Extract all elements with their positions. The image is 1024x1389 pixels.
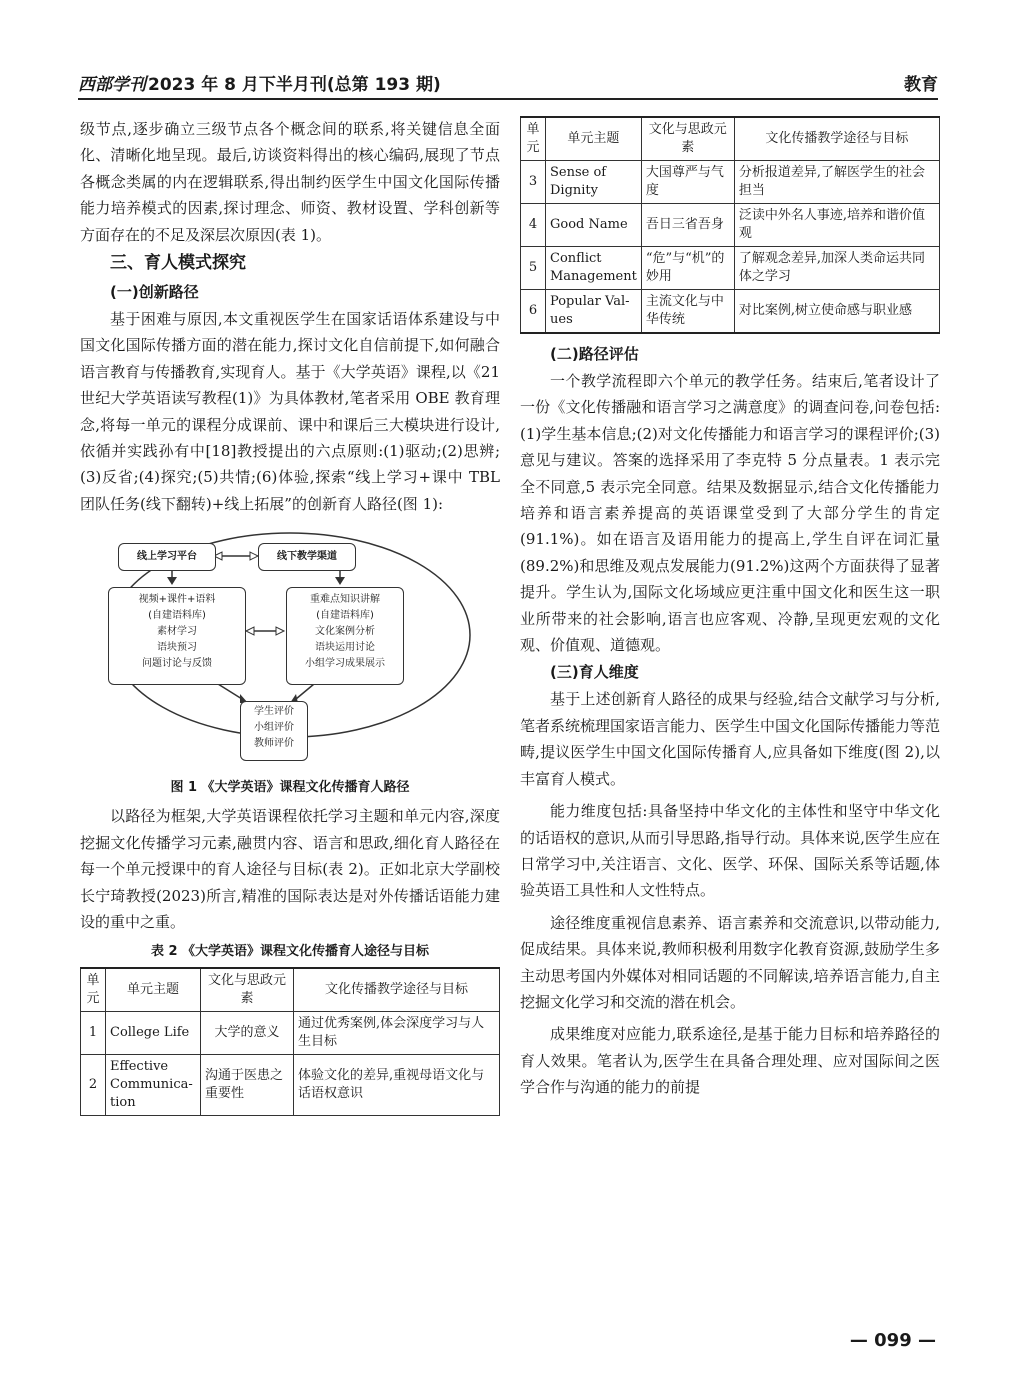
online-item: (自建语料库) — [148, 610, 206, 622]
online-platform-label: 线上学习平台 — [137, 551, 197, 563]
table-row — [521, 204, 940, 247]
right-column — [520, 116, 940, 1101]
table-cell: 大国尊严与气度 — [641, 161, 734, 204]
table-cell: 5 — [521, 247, 546, 290]
table-cell: Good Name — [546, 204, 642, 247]
offline-item: 重难点知识讲解 — [310, 594, 380, 606]
table-cell: Effective Communica-tion — [106, 1055, 201, 1116]
online-item: 问题讨论与反馈 — [142, 658, 212, 670]
offline-channel-box — [258, 543, 356, 571]
table-cell: 1 — [81, 1012, 106, 1055]
table-2-part-2 — [520, 116, 940, 334]
online-platform-box — [118, 543, 216, 571]
subsection-heading: (一)创新路径 — [110, 283, 199, 302]
table-cell: 分析报道差异,了解医学生的社会担当 — [734, 161, 939, 204]
page-number: — 099 — — [849, 1330, 936, 1351]
header-cell: 文化与思政元素 — [201, 968, 294, 1012]
paragraph: 基于困难与原因,本文重视医学生在国家话语体系建设与中国文化国际传播方面的潜在能力,探讨文化自信前提下,如何融合语言教育与传播教育,实现育人。基于《大学英语》课程,以《21 世纪大学英语读写教程(1)》为具体教材,笔者采用 OBE 教育理念,将每一单元的课程分成课前、课中和课后三大模块进行设计,依循并实践孙有中[18]教授提出的六点原则:(1)驱动;(2)思辨;(3)反省;(4)探究;(5)共情;(6)体验,探索“线上学习+课中 TBL 团队任务(线下翻转)+线上拓展”的创新育人路径(图 1): — [80, 310, 500, 513]
paragraph: 级节点,逐步确立三级节点各个概念间的联系,将关键信息全面化、清晰化地呈现。最后,访谈资料得出的核心编码,展现了节点各概念类属的内在逻辑联系,得出制约医学生中国文化国际传播能力培养模式的因素,探讨理念、师资、教材设置、学科创新等方面存在的不足及深层次原因(表 1)。 — [80, 120, 500, 244]
evaluation-item: 教师评价 — [254, 738, 294, 750]
offline-item: (自建语料库) — [316, 610, 374, 622]
table-cell: 6 — [521, 290, 546, 334]
table-cell: 了解观念差异,加深人类命运共同体之学习 — [734, 247, 939, 290]
figure-caption: 图 1 《大学英语》课程文化传播育人路径 — [170, 780, 410, 796]
paragraph: 一个教学流程即六个单元的教学任务。结束后,笔者设计了一份《文化传播融和语言学习之满意度》的调查问卷,问卷包括:(1)学生基本信息;(2)对文化传播能力和语言学习的课程评价;(3)意见与建议。答案的选择采用了李克特 5 分点量表。1 表示完全不同意,5 表示完全同意。结果及数据显示,结合文化传播能力培养和语言素养提高的英语课堂受到了大部分学生的肯定(91.1%)。如在语言及语用能力的提高上,学生自评在词汇量(89.2%)和思维及观点发展能力(91.2%)这两个方面获得了显著提升。学生认为,国际文化场域应更注重中国文化和医生这一职业所带来的社会影响,语言也应客观、冷静,呈现更宏观的文化观、价值观、道德观。 — [520, 372, 940, 655]
table-cell: 吾日三省吾身 — [641, 204, 734, 247]
paragraph: 能力维度包括:具备坚持中华文化的主体性和坚守中华文化的话语权的意识,从而引导思路,指导行动。具体来说,医学生应在日常学习中,关注语言、文化、医学、环保、国际关系等话题,体验英语工具性和人文性特点。 — [520, 802, 940, 900]
offline-item: 小组学习成果展示 — [305, 658, 385, 670]
left-column — [80, 116, 500, 1116]
subsection-heading: (三)育人维度 — [550, 663, 639, 682]
online-item: 语块预习 — [157, 642, 197, 654]
table-cell: Popular Val-ues — [546, 290, 642, 334]
table-cell: “危”与“机”的妙用 — [641, 247, 734, 290]
table-2-part-1 — [80, 967, 500, 1116]
header-cell: 单元 — [521, 117, 546, 161]
table-row — [81, 1055, 500, 1116]
table-cell: Sense of Dignity — [546, 161, 642, 204]
section-label: 教育 — [904, 75, 938, 95]
table-header-row — [521, 117, 940, 161]
table-cell: 泛读中外名人事迹,培养和谐价值观 — [734, 204, 939, 247]
table-row — [521, 161, 940, 204]
header-cell: 单元主题 — [546, 117, 642, 161]
evaluation-item: 小组评价 — [254, 722, 294, 734]
paragraph: 途径维度重视信息素养、语言素养和交流意识,以带动能力,促成结果。具体来说,教师积极利用数字化教育资源,鼓励学生多主动思考国内外媒体对相同话题的不同解读,培养语言能力,自主挖掘文化学习和交流的潜在机会。 — [520, 913, 940, 1011]
header-cell: 文化传播教学途径与目标 — [294, 968, 500, 1012]
offline-item: 语块运用讨论 — [315, 642, 375, 654]
table-row — [521, 247, 940, 290]
journal-logo: 西部学刊 — [78, 75, 146, 95]
header-cell: 文化传播教学途径与目标 — [734, 117, 939, 161]
table-header-row — [81, 968, 500, 1012]
header-cell: 单元主题 — [106, 968, 201, 1012]
table-row — [81, 1012, 500, 1055]
paragraph: 以路径为框架,大学英语课程依托学习主题和单元内容,深度挖掘文化传播学习元素,融贯内容、语言和思政,细化育人路径在每一个单元授课中的育人途径与目标(表 2)。正如北京大学副校长宁琦教授(2023)所言,精准的国际表达是对外传播话语能力建设的重中之重。 — [80, 807, 500, 931]
header-cell: 文化与思政元素 — [641, 117, 734, 161]
offline-channel-label: 线下教学渠道 — [277, 551, 337, 563]
online-item: 素材学习 — [157, 626, 197, 638]
evaluation-item: 学生评价 — [254, 706, 294, 718]
evaluation-box — [240, 701, 308, 761]
paragraph: 成果维度对应能力,联系途径,是基于能力目标和培养路径的育人效果。笔者认为,医学生在具备合理处理、应对国际间之医学合作与沟通的能力的前提 — [520, 1025, 940, 1097]
header-left — [78, 70, 441, 95]
table-caption: 表 2 《大学英语》课程文化传播育人途径与目标 — [150, 944, 430, 960]
table-cell: 3 — [521, 161, 546, 204]
paragraph: 基于上述创新育人路径的成果与经验,结合文献学习与分析,笔者系统梳理国家语言能力、医学生中国文化国际传播能力等范畴,提议医学生中国文化国际传播育人,应具备如下维度(图 2),以丰富育人模式。 — [520, 690, 941, 788]
running-header — [78, 66, 938, 100]
table-cell: 通过优秀案例,体会深度学习与人生目标 — [294, 1012, 500, 1055]
online-item: 视频+课件+语料 — [138, 594, 216, 606]
table-cell: 沟通于医患之重要性 — [201, 1055, 294, 1116]
table-cell: 体验文化的差异,重视母语文化与话语权意识 — [294, 1055, 500, 1116]
issue-info: 2023 年 8 月下半月刊(总第 193 期) — [148, 75, 441, 95]
offline-content-box — [286, 587, 404, 685]
offline-item: 文化案例分析 — [315, 626, 375, 638]
online-content-box — [108, 587, 246, 685]
section-heading: 三、育人模式探究 — [110, 253, 246, 274]
figure-1 — [90, 531, 490, 771]
table-cell: College Life — [106, 1012, 201, 1055]
subsection-heading: (二)路径评估 — [550, 345, 639, 363]
table-cell: 大学的意义 — [201, 1012, 294, 1055]
table-cell: 2 — [81, 1055, 106, 1116]
table-cell: 对比案例,树立使命感与职业感 — [734, 290, 939, 334]
table-cell: Conflict Management — [546, 247, 642, 290]
table-row — [521, 290, 940, 334]
header-cell: 单元 — [81, 968, 106, 1012]
table-cell: 4 — [521, 204, 546, 247]
table-cell: 主流文化与中华传统 — [641, 290, 734, 334]
